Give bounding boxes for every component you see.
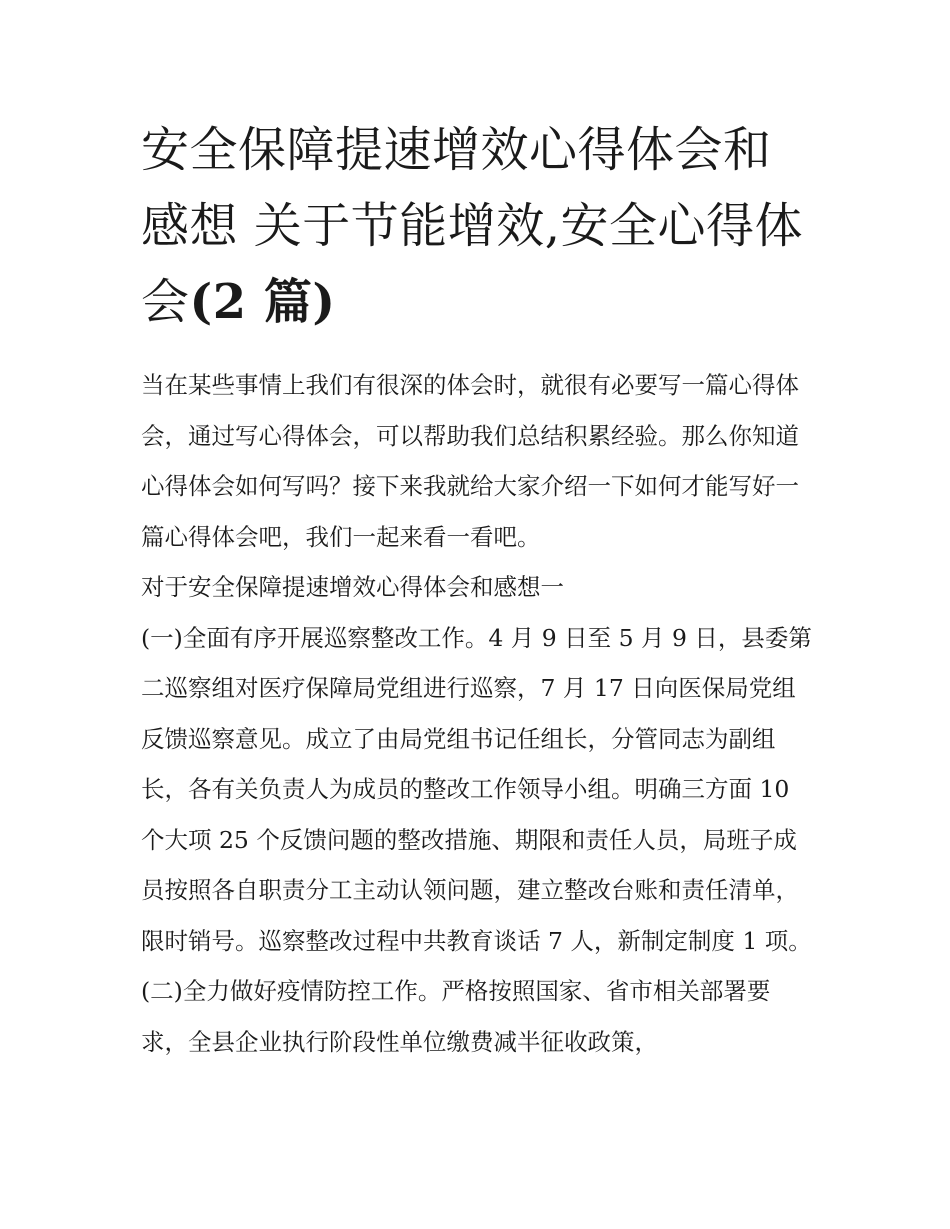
intro-paragraph: 当在某些事情上我们有很深的体会时，就很有必要写一篇心得体会，通过写心得体会，可以帮助我们总结积累经验。那么你知道心得体会如何写吗？接下来我就给大家介绍一下如何才能写好一篇心得体会吧，我们一起来看一看吧。 [141, 371, 799, 551]
document-page [141, 112, 813, 1067]
section-heading: 对于安全保障提速增效心得体会和感想一 [141, 573, 564, 601]
document-title [141, 112, 813, 340]
document-body [141, 360, 813, 1067]
document-title-main: 安全保障提速增效心得体会和感想 关于节能增效,安全心得体会 [141, 122, 804, 330]
document-title-count: (2 篇) [189, 274, 336, 330]
body-paragraph-epidemic: (二)全力做好疫情防控工作。严格按照国家、省市相关部署要求，全县企业执行阶段性单位缴费减半征收政策， [141, 977, 771, 1056]
body-paragraph-inspection: (一)全面有序开展巡察整改工作。4 月 9 日至 5 月 9 日，县委第二巡察组对医疗保障局党组进行巡察，7 月 17 日向医保局党组反馈巡察意见。成立了由局党组书记任组长，分管同志为副组长，各有关负责人为成员的整改工作领导小组。明确三方面 10 个大项 25 个反馈问题的整改措施、期限和责任人员，局班子成员按照各自职责分工主动认领问题，建立整改台账和责任清单，限时销号。巡察整改过程中共教育谈话 7 人，新制定制度 1 项。 [141, 623, 812, 955]
